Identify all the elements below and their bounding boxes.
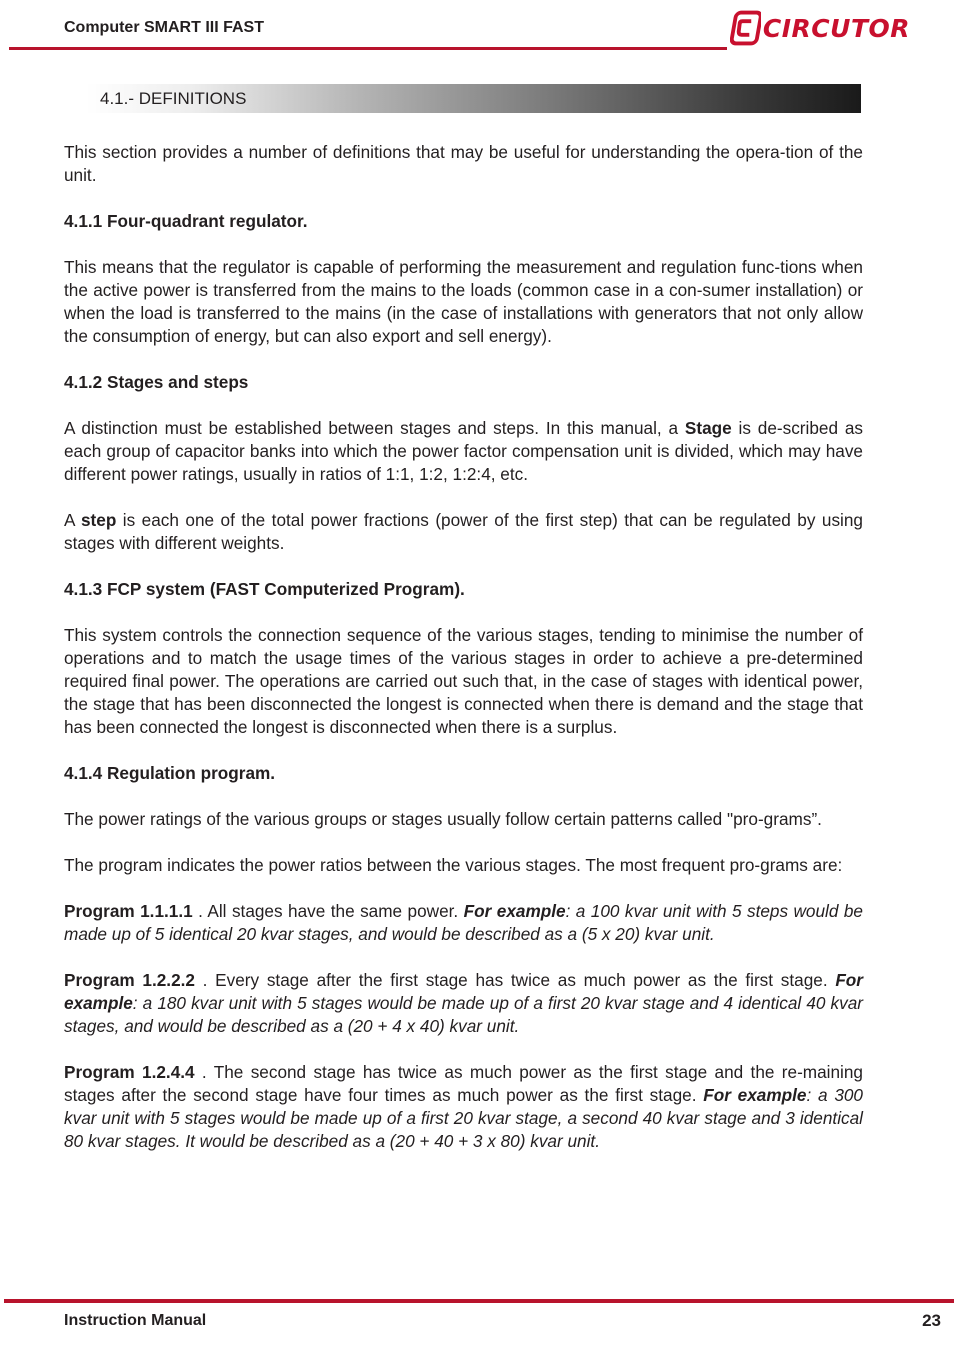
page-content <box>64 141 863 1153</box>
page-number: 23 <box>922 1311 941 1330</box>
paragraph-4-1-3: This system controls the connection sequence of the various stages, tending to minimise the number of operations and to match the usage times of the various stages in order to achieve a pre-determined required final power. The operations are carried out such that, in the case of stages with identical power, the stage that has been disconnected the longest is connected when there is demand and the stage that has been connected the longest is disconnected when there is a surplus. <box>64 625 863 737</box>
intro-paragraph: This section provides a number of definitions that may be useful for understanding the opera-tion of the unit. <box>64 142 863 185</box>
paragraph-programs-intro: The power ratings of the various groups or stages usually follow certain patterns called "pro-grams”. <box>64 809 822 829</box>
paragraph-step-definition: A step is each one of the total power fractions (power of the first step) that can be regulated by using stages with different weights. <box>64 510 863 553</box>
circutor-logo-icon <box>730 10 761 46</box>
logo-text: CIRCUTOR <box>762 13 910 43</box>
heading-4-1-3: 4.1.3 FCP system (FAST Computerized Program). <box>64 579 465 599</box>
program-1-2-2-2: Program 1.2.2.2 . Every stage after the first stage has twice as much power as the first stage. For example: a 180 kvar unit with 5 stages would be made up of a first 20 kvar stage and 4 identical 40 kvar stages, and would be described as a (20 + 4 x 40) kvar unit. <box>64 970 863 1036</box>
program-1-1-1-1: Program 1.1.1.1 . All stages have the same power. For example: a 100 kvar unit with 5 steps would be made up of 5 identical 20 kvar stages, and would be described as a (5 x 20) kvar unit. <box>64 901 863 944</box>
paragraph-stage-definition: A distinction must be established between stages and steps. In this manual, a Stage is de-scribed as each group of capacitor banks into which the power factor compensation unit is divided, which may have different power ratings, usually in ratios of 1:1, 1:2, 1:2:4, etc. <box>64 418 864 484</box>
section-title-bar <box>86 84 861 113</box>
document-title: Computer SMART III FAST <box>64 19 264 36</box>
section-title: 4.1.- DEFINITIONS <box>100 89 247 108</box>
brand-logo <box>730 8 910 48</box>
footer-rule <box>4 1299 954 1303</box>
header-rule <box>9 47 727 50</box>
heading-4-1-1: 4.1.1 Four-quadrant regulator. <box>64 211 308 231</box>
paragraph-4-1-1: This means that the regulator is capable of performing the measurement and regulation func-tions when the active power is transferred from the mains to the loads (common case in a con-sumer installation) or when the load is transferred to the mains (in the case of installations with generators that not only allow the consumption of energy, but can also export and sell energy). <box>64 257 863 346</box>
heading-4-1-2: 4.1.2 Stages and steps <box>64 372 249 392</box>
term-step: step <box>80 510 117 530</box>
term-stage: Stage <box>684 418 732 438</box>
program-1-2-4-4: Program 1.2.4.4 . The second stage has twice as much power as the first stage and the re-maining stages after the second stage have four times as much power as the first stage. For example: a 300 kvar unit with 5 stages would be made up of a first 20 kvar stage, a second 40 kvar stage and 3 identical 80 kvar stages. It would be described as a (20 + 40 + 3 x 80) kvar unit. <box>64 1062 863 1151</box>
paragraph-program-ratios: The program indicates the power ratios between the various stages. The most frequent pro-grams are: <box>64 855 843 875</box>
heading-4-1-4: 4.1.4 Regulation program. <box>64 763 276 783</box>
footer-manual-label: Instruction Manual <box>64 1312 207 1329</box>
